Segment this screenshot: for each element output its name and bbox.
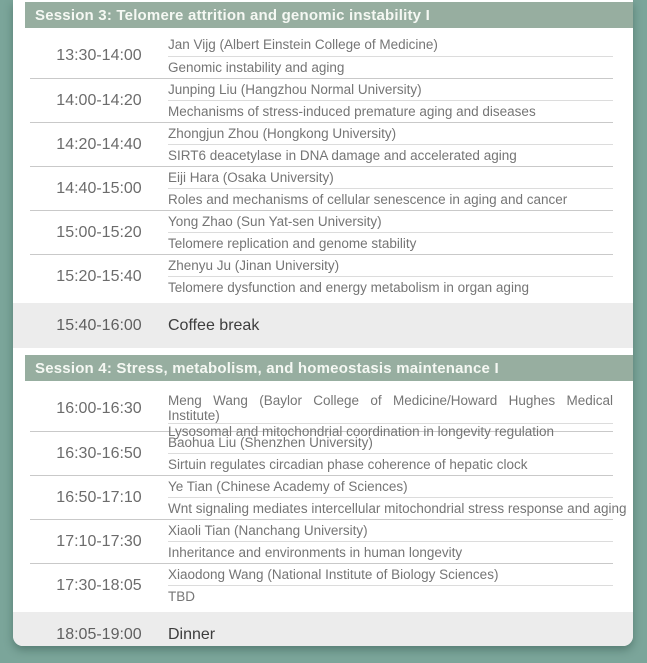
schedule-row	[30, 431, 613, 475]
time-range: 16:50-17:10	[56, 488, 142, 506]
slot-details	[168, 387, 613, 439]
talk-title: Sirtuin regulates circadian phase coherence of hepatic clock	[168, 457, 528, 472]
talk-title: Mechanisms of stress-induced premature aging and diseases	[168, 104, 536, 119]
speaker-name: Ye Tian (Chinese Academy of Sciences)	[168, 476, 613, 498]
speaker-name: Xiaodong Wang (National Institute of Biology Sciences)	[168, 564, 613, 586]
break-row	[13, 303, 633, 348]
speaker-name: Meng Wang (Baylor College of Medicine/Howard Hughes Medical Institute)	[168, 387, 613, 424]
schedule-row	[30, 563, 613, 607]
talk-title: Roles and mechanisms of cellular senescence in aging and cancer	[168, 192, 568, 207]
slot-details	[168, 167, 613, 210]
slot-details	[168, 34, 613, 78]
speaker-name: Eiji Hara (Osaka University)	[168, 167, 613, 189]
time-range: 14:00-14:20	[56, 91, 142, 109]
session-title: Session 3: Telomere attrition and genomic instability I	[35, 6, 430, 24]
speaker-name: Junping Liu (Hangzhou Normal University)	[168, 79, 613, 101]
slot-details	[168, 564, 613, 607]
schedule-row	[30, 34, 613, 78]
schedule-row	[30, 122, 613, 166]
speaker-name: Zhenyu Ju (Jinan University)	[168, 255, 613, 277]
session-header	[25, 2, 633, 28]
session-header	[25, 355, 633, 381]
slot-details	[168, 211, 613, 254]
time-range: 17:10-17:30	[56, 532, 142, 550]
time-range: 14:40-15:00	[56, 179, 142, 197]
schedule-row	[30, 210, 613, 254]
schedule-row	[30, 519, 613, 563]
talk-title: Lysosomal and mitochondrial coordination in longevity regulation	[168, 424, 554, 439]
talk-title: Telomere dysfunction and energy metabolism in organ aging	[168, 280, 529, 295]
talk-title: Inheritance and environments in human longevity	[168, 545, 463, 560]
speaker-name: Baohua Liu (Shenzhen University)	[168, 432, 613, 454]
session-title: Session 4: Stress, metabolism, and homeostasis maintenance I	[35, 359, 499, 377]
slot-details	[168, 255, 613, 298]
speaker-name: Zhongjun Zhou (Hongkong University)	[168, 123, 613, 145]
time-range: 14:20-14:40	[56, 135, 142, 153]
schedule-row	[30, 166, 613, 210]
time-range: 13:30-14:00	[56, 47, 142, 64]
schedule-card	[13, 0, 633, 646]
schedule-row	[30, 475, 627, 519]
schedule-row	[30, 387, 613, 439]
session-slots	[13, 387, 633, 646]
talk-title: TBD	[168, 589, 195, 604]
time-range: 16:00-16:30	[56, 400, 142, 417]
time-range: 15:00-15:20	[56, 223, 142, 241]
session-block-2	[13, 355, 633, 646]
time-range: 18:05-19:00	[56, 625, 142, 643]
speaker-name: Jan Vijg (Albert Einstein College of Medicine)	[168, 34, 613, 57]
talk-title: Genomic instability and aging	[168, 59, 345, 75]
break-label: Dinner	[168, 625, 216, 643]
session-slots	[13, 34, 633, 348]
time-range: 15:20-15:40	[56, 267, 142, 285]
talk-title: Telomere replication and genome stability	[168, 236, 417, 251]
time-range: 15:40-16:00	[56, 316, 142, 334]
time-range: 16:30-16:50	[56, 444, 142, 462]
slot-details	[168, 79, 613, 122]
slot-details	[168, 432, 613, 475]
schedule-row	[30, 254, 613, 298]
session-block-1	[13, 2, 633, 348]
speaker-name: Xiaoli Tian (Nanchang University)	[168, 520, 613, 542]
schedule-row	[30, 78, 613, 122]
break-row	[13, 612, 633, 646]
talk-title: SIRT6 deacetylase in DNA damage and accelerated aging	[168, 148, 517, 163]
speaker-name: Yong Zhao (Sun Yat-sen University)	[168, 211, 613, 233]
slot-details	[168, 476, 627, 519]
slot-details	[168, 520, 613, 563]
slot-details	[168, 123, 613, 166]
break-label: Coffee break	[168, 316, 260, 334]
time-range: 17:30-18:05	[56, 576, 142, 594]
talk-title: Wnt signaling mediates intercellular mitochondrial stress response and aging	[168, 501, 627, 516]
